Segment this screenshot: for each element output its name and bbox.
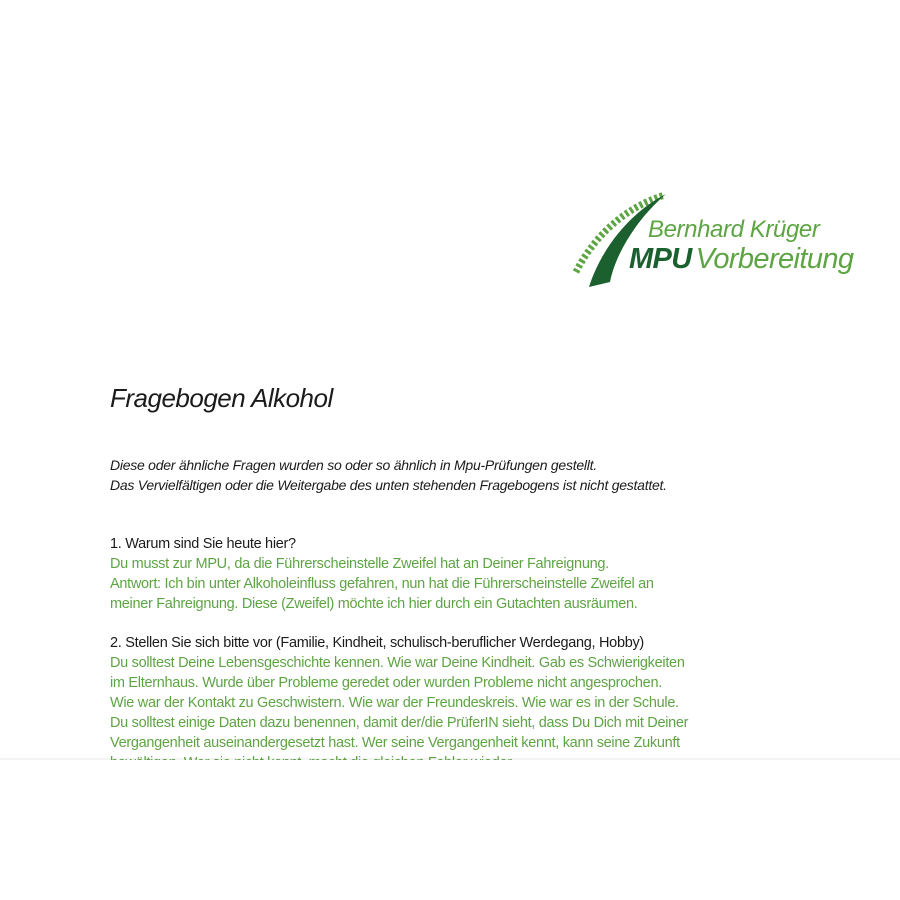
- company-logo: [572, 190, 872, 290]
- answer-line: Du musst zur MPU, da die Führerscheinstelle Zweifel hat an Deiner Fahreignung.: [110, 556, 609, 572]
- logo-name: Bernhard Krüger: [648, 216, 820, 243]
- intro-text: [110, 455, 667, 495]
- logo-mpu-text: MPU: [629, 243, 692, 275]
- answer-line: meiner Fahreignung. Diese (Zweifel) möchte ich hier durch ein Gutachten ausräumen.: [110, 596, 638, 612]
- logo-vorbereitung-text: Vorbereitung: [695, 243, 854, 275]
- answer-line: Vergangenheit auseinandergesetzt hast. Wer seine Vergangenheit kennt, kann seine Zukunft: [110, 735, 680, 751]
- answer-line: im Elternhaus. Wurde über Probleme geredet oder wurden Probleme nicht angesprochen.: [110, 675, 662, 691]
- question-block-2: [110, 633, 688, 763]
- answer-line: Du solltest Deine Lebensgeschichte kennen. Wie war Deine Kindheit. Gab es Schwierigkeiten: [110, 655, 685, 671]
- question-text: 2. Stellen Sie sich bitte vor (Familie, Kindheit, schulisch-beruflicher Werdegang, Hobby): [110, 635, 644, 651]
- viewer-background: [0, 760, 900, 900]
- question-text: 1. Warum sind Sie heute hier?: [110, 536, 296, 552]
- answer-line: Du solltest einige Daten dazu benennen, damit der/die PrüferIN sieht, dass Du Dich mit Deiner: [110, 715, 689, 731]
- document-title: Fragebogen Alkohol: [110, 383, 333, 413]
- intro-line: Das Vervielfältigen oder die Weitergabe des unten stehenden Fragebogens ist nicht gestattet.: [110, 477, 667, 493]
- answer-line: Antwort: Ich bin unter Alkoholeinfluss gefahren, nun hat die Führerscheinstelle Zweifel an: [110, 576, 654, 592]
- answer-line: Wie war der Kontakt zu Geschwistern. Wie war der Freundeskreis. Wie war es in der Schule.: [110, 695, 679, 711]
- intro-line: Diese oder ähnliche Fragen wurden so oder so ähnlich in Mpu-Prüfungen gestellt.: [110, 457, 597, 473]
- logo-tagline: [629, 243, 853, 276]
- question-block-1: [110, 534, 654, 614]
